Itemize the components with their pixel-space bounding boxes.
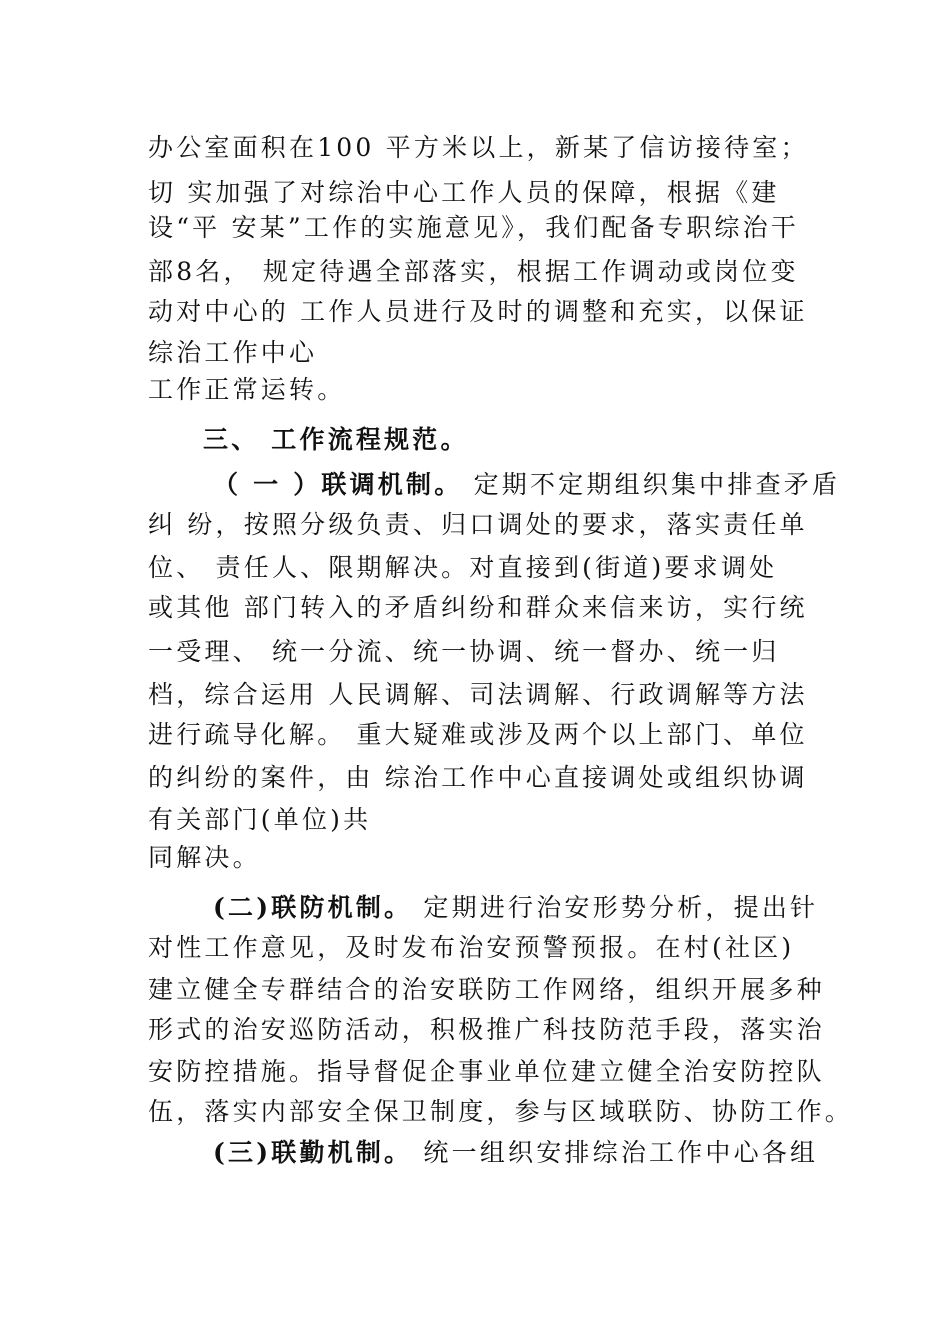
item1-first-line-text: 定期不定期组织集中排查矛盾	[462, 470, 841, 499]
item1-first-line	[213, 470, 840, 500]
item2-first-line	[213, 893, 818, 923]
section-heading: 三、 工作流程规范。	[203, 425, 469, 454]
item2-first-line-text: 定期进行治安形势分析，提出针	[412, 893, 819, 922]
body-line: 对性工作意见，及时发布治安预警预报。在村(社区)	[148, 933, 795, 962]
body-line: 工作正常运转。	[148, 375, 346, 404]
item3-first-line	[213, 1138, 818, 1168]
body-line: 纠 纷，按照分级负责、归口调处的要求，落实责任单	[148, 510, 808, 539]
body-line: 办公室面积在100 平方米以上，新某了信访接待室；	[148, 133, 809, 162]
body-line: 伍，落实内部安全保卫制度，参与区域联防、协防工作。	[148, 1097, 854, 1126]
body-line: 的纠纷的案件，由 综治工作中心直接调处或组织协调	[148, 763, 808, 792]
body-line: 形式的治安巡防活动，积极推广科技防范手段，落实治	[148, 1015, 825, 1044]
body-line: 建立健全专群结合的治安联防工作网络，组织开展多种	[148, 975, 825, 1004]
body-line: 动对中心的 工作人员进行及时的调整和充实，以保证	[148, 297, 808, 326]
body-line: 安防控措施。指导督促企事业单位建立健全治安防控队	[148, 1057, 825, 1086]
body-line: 进行疏导化解。 重大疑难或涉及两个以上部门、单位	[148, 720, 808, 749]
body-line: 综治工作中心	[148, 338, 318, 367]
body-line: 有关部门(单位)共	[148, 805, 372, 834]
item2-heading: (二)联防机制。	[213, 893, 413, 922]
body-line: 一受理、 统一分流、统一协调、统一督办、统一归	[148, 637, 780, 666]
body-line: 部8名， 规定待遇全部落实，根据工作调动或岗位变	[148, 257, 799, 286]
body-line: 设“平 安某”工作的实施意见》，我们配备专职综治干	[148, 213, 800, 242]
body-line: 切 实加强了对综治中心工作人员的保障，根据《建	[148, 178, 780, 207]
item1-heading: （ 一 ）联调机制。	[213, 470, 463, 499]
body-line: 位、 责任人、限期解决。对直接到(街道)要求调处	[148, 553, 778, 582]
body-line: 或其他 部门转入的矛盾纠纷和群众来信来访，实行统	[148, 593, 808, 622]
body-line: 档，综合运用 人民调解、司法调解、行政调解等方法	[148, 680, 808, 709]
item3-first-line-text: 统一组织安排综治工作中心各组	[412, 1138, 819, 1167]
body-line: 同解决。	[148, 843, 261, 872]
item3-heading: (三)联勤机制。	[213, 1138, 413, 1167]
